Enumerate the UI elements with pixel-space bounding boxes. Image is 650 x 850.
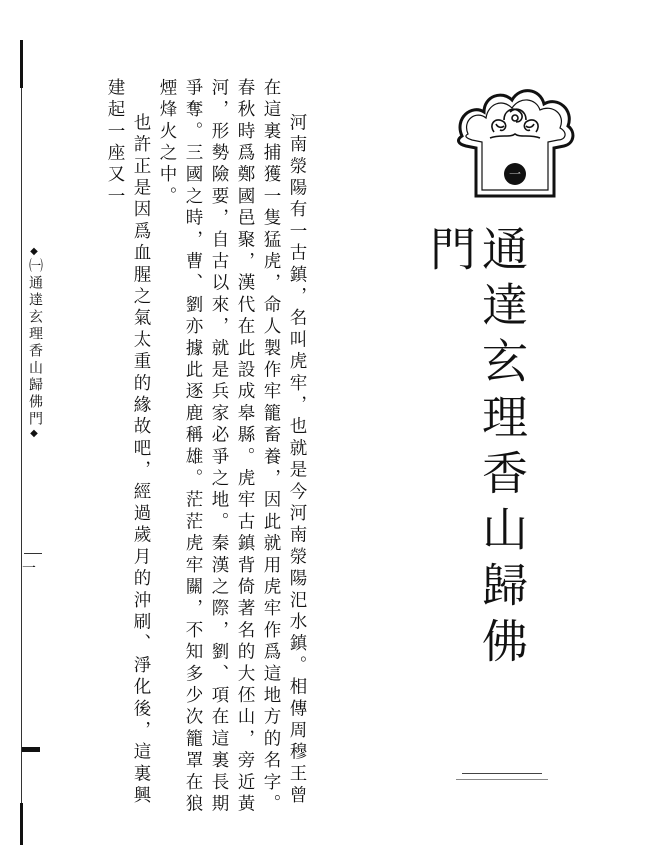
running-head (28, 246, 42, 446)
margin-tick (22, 747, 40, 752)
margin-short-rule (24, 553, 42, 554)
page-number: 一 (22, 561, 36, 577)
cloud-ornament-icon (450, 74, 580, 204)
margin-rule (21, 88, 22, 803)
chapter-number: 一 (508, 167, 521, 181)
paragraph: 河南滎陽有一古鎮，名叫虎牢，也就是今河南滎陽汜水鎮。相傳周穆王曾在這裏捕獲一隻猛虎，命人製作牢籠畜養，因此就用虎牢作爲這地方的名字。春秋時爲鄭國邑聚，漢代在此設成皋縣。虎牢古鎮背倚著名的大伾山，旁近黃河，形勢險要，自古以來，就是兵家必爭之地。秦漢之際，劉、項在這裏長期爭奪。三國之時，曹、劉亦據此逐鹿稱雄。茫茫虎牢關，不知多少次籠罩在狼煙烽火之中。 (157, 78, 307, 816)
margin-rule-top (20, 40, 23, 88)
diamond-icon: ◆ (30, 246, 40, 257)
title-underline (462, 773, 542, 774)
paragraph: 也許正是因爲血腥之氣太重的緣故吧，經過歲月的沖刷、淨化後，這裏興建起一座又一 (105, 78, 151, 808)
margin-rule-bottom (20, 803, 23, 845)
body-text (88, 78, 310, 818)
title-underline-secondary (456, 779, 548, 780)
chapter-ornament (450, 74, 580, 204)
diamond-icon: ◆ (30, 428, 40, 439)
running-head-title: ㈠通達玄理香山歸佛門 (27, 258, 43, 428)
chapter-title: 通達玄理香山歸佛門 (423, 225, 529, 673)
